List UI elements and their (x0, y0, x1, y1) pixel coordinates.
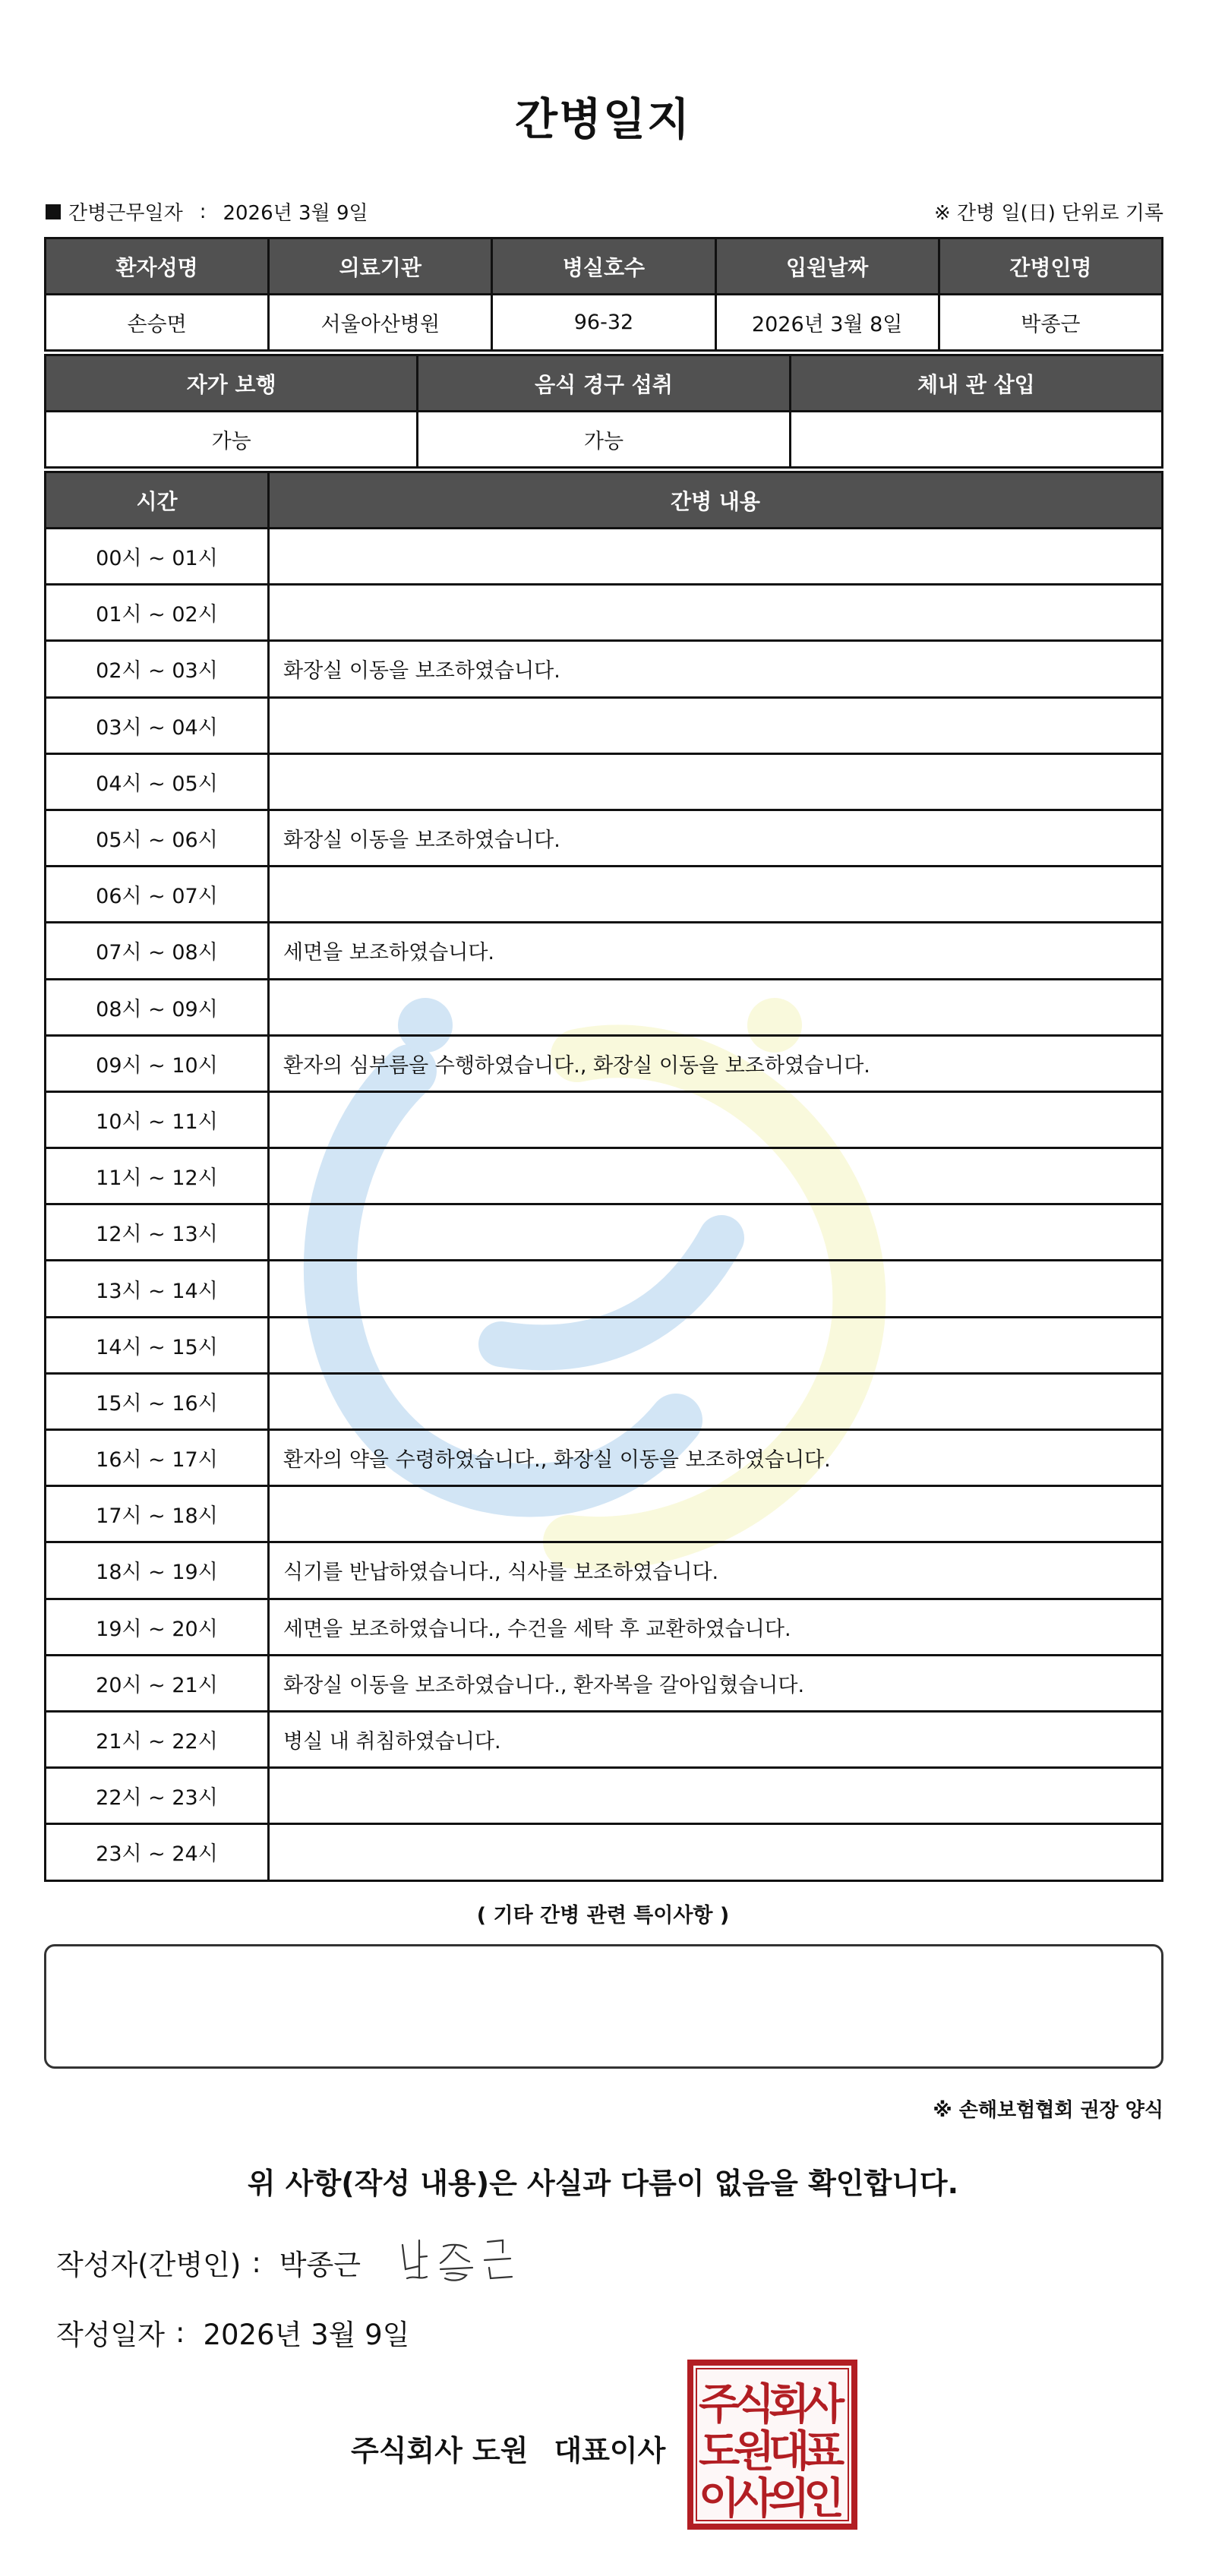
source-note: ※ 손해보험협회 권장 양식 (933, 2099, 1163, 2122)
header-hospital: 의료기관 (269, 238, 492, 295)
header-self-walking: 자가 보행 (46, 355, 418, 412)
content-cell (269, 1768, 1163, 1824)
content-cell (269, 529, 1163, 585)
table-row (46, 1261, 1163, 1317)
company-name: 주식회사 도원 (351, 2434, 529, 2467)
content-cell (269, 1091, 1163, 1148)
svg-text:사: 사 (803, 2380, 845, 2429)
table-row (46, 923, 1163, 979)
company-signature (351, 2427, 665, 2469)
header-oral-intake: 음식 경구 섭취 (418, 355, 790, 412)
content-cell (269, 1261, 1163, 1317)
content-cell: 화장실 이동을 보조하였습니다. (269, 641, 1163, 697)
header-admission-date: 입원날짜 (715, 238, 939, 295)
info-value-row (46, 295, 1163, 351)
header-patient-name: 환자성명 (46, 238, 269, 295)
room-number: 96-32 (492, 295, 715, 351)
time-cell: 00시 ~ 01시 (46, 529, 269, 585)
writing-date-separator: : (175, 2316, 185, 2349)
table-row (46, 529, 1163, 585)
confirmation-statement: 위 사항(작성 내용)은 사실과 다름이 없음을 확인합니다. (247, 2167, 959, 2200)
time-cell: 13시 ~ 14시 (46, 1261, 269, 1317)
care-value-row (46, 412, 1163, 468)
time-cell: 19시 ~ 20시 (46, 1599, 269, 1655)
content-cell (269, 1373, 1163, 1429)
header-care-content: 간병 내용 (269, 472, 1163, 529)
table-row (46, 1091, 1163, 1148)
table-row (46, 1599, 1163, 1655)
svg-text:인: 인 (803, 2474, 845, 2524)
svg-text:의: 의 (768, 2474, 810, 2524)
handwritten-signature (396, 2231, 533, 2286)
table-row (46, 979, 1163, 1035)
time-cell: 11시 ~ 12시 (46, 1148, 269, 1204)
header-room-number: 병실호수 (492, 238, 715, 295)
time-cell: 17시 ~ 18시 (46, 1486, 269, 1542)
content-cell (269, 753, 1163, 810)
content-cell: 세면을 보조하였습니다., 수건을 세탁 후 교환하였습니다. (269, 1599, 1163, 1655)
table-row (46, 1317, 1163, 1373)
svg-text:표: 표 (803, 2427, 845, 2477)
content-cell (269, 1824, 1163, 1880)
oral-intake-value: 가능 (418, 412, 790, 468)
svg-text:회: 회 (768, 2380, 810, 2429)
patient-name: 손승면 (46, 295, 269, 351)
writer-line (56, 2242, 361, 2283)
time-cell: 06시 ~ 07시 (46, 867, 269, 923)
content-cell (269, 697, 1163, 753)
time-cell: 15시 ~ 16시 (46, 1373, 269, 1429)
table-row (46, 1711, 1163, 1767)
time-cell: 01시 ~ 02시 (46, 585, 269, 641)
content-cell (269, 867, 1163, 923)
company-seal-stamp (687, 2360, 857, 2530)
company-title: 대표이사 (554, 2434, 666, 2467)
svg-text:원: 원 (733, 2427, 775, 2477)
tube-insertion-value (790, 412, 1162, 468)
content-cell: 세면을 보조하였습니다. (269, 923, 1163, 979)
svg-text:사: 사 (733, 2474, 775, 2524)
time-cell: 05시 ~ 06시 (46, 810, 269, 866)
writing-date-label: 작성일자 (56, 2319, 165, 2351)
time-cell: 16시 ~ 17시 (46, 1430, 269, 1486)
svg-text:주: 주 (698, 2380, 740, 2429)
time-cell: 23시 ~ 24시 (46, 1824, 269, 1880)
content-cell (269, 1148, 1163, 1204)
writer-label: 작성자(간병인) (56, 2249, 242, 2281)
table-row (46, 1035, 1163, 1091)
time-cell: 02시 ~ 03시 (46, 641, 269, 697)
care-status-table (44, 354, 1163, 469)
time-cell: 18시 ~ 19시 (46, 1542, 269, 1599)
record-unit-note: ※ 간병 일(日) 단위로 기록 (933, 202, 1163, 225)
table-row (46, 810, 1163, 866)
header-time: 시간 (46, 472, 269, 529)
hourly-care-log-table (44, 471, 1163, 1882)
time-cell: 20시 ~ 21시 (46, 1655, 269, 1711)
table-row (46, 585, 1163, 641)
content-cell (269, 979, 1163, 1035)
bullet-square-icon (46, 204, 61, 219)
svg-text:식: 식 (733, 2380, 775, 2429)
time-cell: 07시 ~ 08시 (46, 923, 269, 979)
table-row (46, 641, 1163, 697)
hospital-name: 서울아산병원 (269, 295, 492, 351)
header-caregiver-name: 간병인명 (939, 238, 1162, 295)
header-tube-insertion: 체내 관 삽입 (790, 355, 1162, 412)
table-row (46, 1148, 1163, 1204)
table-row (46, 753, 1163, 810)
content-cell: 병실 내 취침하였습니다. (269, 1711, 1163, 1767)
writer-separator: : (251, 2246, 261, 2279)
content-cell (269, 585, 1163, 641)
content-cell: 화장실 이동을 보조하였습니다. (269, 810, 1163, 866)
content-cell (269, 1204, 1163, 1261)
content-cell (269, 1486, 1163, 1542)
notes-box (44, 1944, 1163, 2069)
table-row (46, 1486, 1163, 1542)
time-cell: 12시 ~ 13시 (46, 1204, 269, 1261)
patient-info-table (44, 237, 1163, 352)
info-header-row (46, 238, 1163, 295)
table-row (46, 1542, 1163, 1599)
notes-heading: ( 기타 간병 관련 특이사항 ) (476, 1904, 730, 1927)
table-row (46, 697, 1163, 753)
table-row (46, 1824, 1163, 1880)
content-cell: 환자의 심부름을 수행하였습니다., 화장실 이동을 보조하였습니다. (269, 1035, 1163, 1091)
time-cell: 21시 ~ 22시 (46, 1711, 269, 1767)
care-header-row (46, 355, 1163, 412)
svg-text:대: 대 (768, 2427, 810, 2477)
time-cell: 03시 ~ 04시 (46, 697, 269, 753)
content-cell: 식기를 반납하였습니다., 식사를 보조하였습니다. (269, 1542, 1163, 1599)
time-cell: 04시 ~ 05시 (46, 753, 269, 810)
work-date (46, 197, 368, 226)
time-cell: 10시 ~ 11시 (46, 1091, 269, 1148)
log-header-row (46, 472, 1163, 529)
self-walking-value: 가능 (46, 412, 418, 468)
work-date-separator: : (199, 200, 207, 223)
time-cell: 08시 ~ 09시 (46, 979, 269, 1035)
time-cell: 22시 ~ 23시 (46, 1768, 269, 1824)
caregiver-name: 박종근 (939, 295, 1162, 351)
content-cell: 환자의 약을 수령하였습니다., 화장실 이동을 보조하였습니다. (269, 1430, 1163, 1486)
content-cell: 화장실 이동을 보조하였습니다., 환자복을 갈아입혔습니다. (269, 1655, 1163, 1711)
document-title: 간병일지 (514, 93, 692, 145)
writer-name: 박종근 (279, 2249, 361, 2281)
writing-date-value: 2026년 3월 9일 (203, 2319, 410, 2351)
table-row (46, 1768, 1163, 1824)
table-row (46, 1204, 1163, 1261)
time-cell: 09시 ~ 10시 (46, 1035, 269, 1091)
svg-text:도: 도 (698, 2427, 740, 2477)
writing-date-line (56, 2312, 409, 2353)
table-row (46, 1655, 1163, 1711)
table-row (46, 867, 1163, 923)
admission-date: 2026년 3월 8일 (715, 295, 939, 351)
table-row (46, 1373, 1163, 1429)
time-cell: 14시 ~ 15시 (46, 1317, 269, 1373)
work-date-label: 간병근무일자 (68, 202, 183, 225)
work-date-value: 2026년 3월 9일 (223, 202, 368, 225)
svg-text:이: 이 (698, 2474, 740, 2524)
table-row (46, 1430, 1163, 1486)
content-cell (269, 1317, 1163, 1373)
